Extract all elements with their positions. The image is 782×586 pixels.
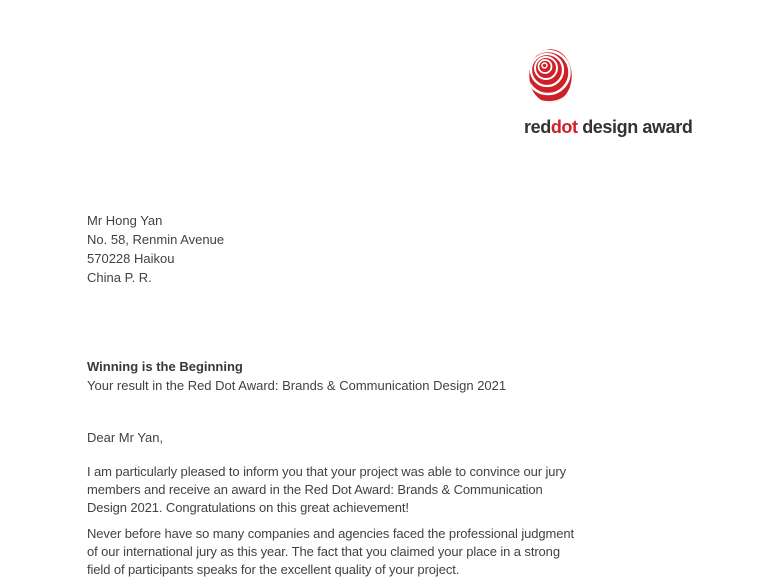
body-paragraph-1 — [87, 463, 566, 517]
recipient-name: Mr Hong Yan — [87, 213, 163, 228]
paragraph-line: field of participants speaks for the excellent quality of your project. — [87, 562, 460, 577]
paragraph-line: Never before have so many companies and agencies faced the professional judgment — [87, 526, 575, 541]
paragraph-line: I am particularly pleased to inform you that your project was able to convince our jury — [87, 464, 567, 479]
wordmark-dot: dot — [550, 117, 578, 137]
paragraph-line: Design 2021. Congratulations on this great achievement! — [87, 500, 409, 515]
salutation: Dear Mr Yan, — [87, 430, 164, 445]
recipient-street: No. 58, Renmin Avenue — [87, 232, 225, 247]
recipient-country: China P. R. — [87, 270, 152, 285]
recipient-city: 570228 Haikou — [87, 251, 175, 266]
subject-block — [87, 357, 506, 395]
recipient-address — [87, 211, 224, 287]
paragraph-line: members and receive an award in the Red Dot Award: Brands & Communication — [87, 482, 543, 497]
reddot-wordmark — [524, 117, 692, 138]
body-paragraph-2 — [87, 525, 574, 579]
subject-title: Winning is the Beginning — [87, 359, 243, 374]
wordmark-red: red — [524, 117, 551, 137]
wordmark-design-award: design award — [577, 117, 693, 137]
paragraph-line: of our international jury as this year. The fact that you claimed your place in a strong — [87, 544, 560, 559]
reddot-logo-icon — [529, 49, 572, 103]
subject-line: Your result in the Red Dot Award: Brands & Communication Design 2021 — [87, 378, 507, 393]
